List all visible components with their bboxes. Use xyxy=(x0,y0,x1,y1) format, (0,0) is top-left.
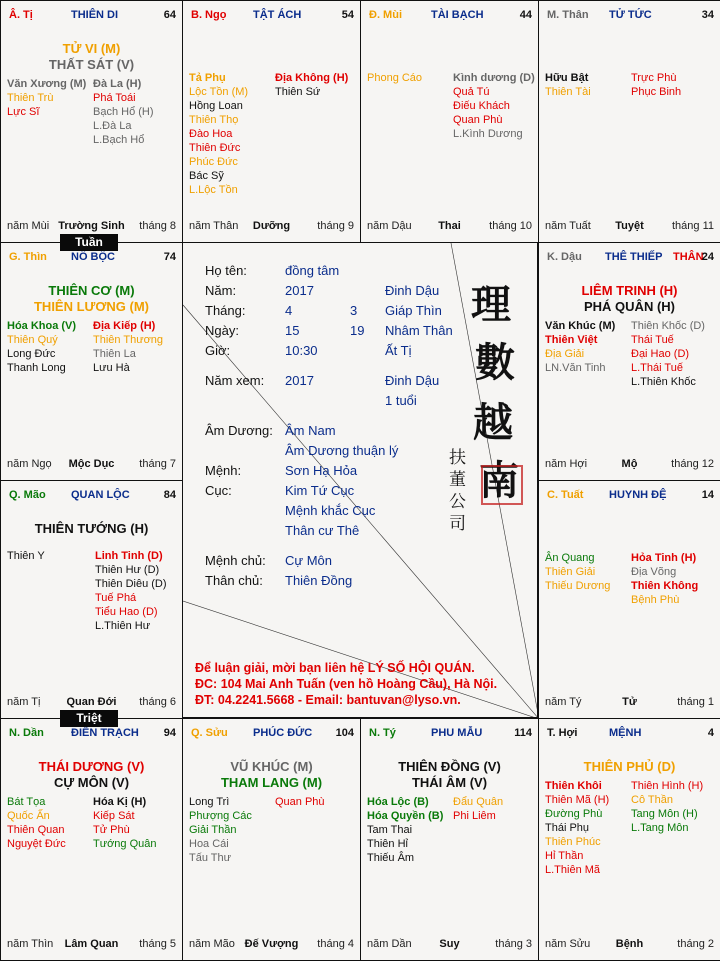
palace-footer xyxy=(7,458,176,472)
contact-line-3: ĐT: 04.2241.5668 - Email: bantuvan@lyso.vn. xyxy=(195,693,461,707)
main-star: THÁI DƯƠNG (V) xyxy=(38,759,145,774)
main-star: THIÊN ĐỒNG (V) xyxy=(398,759,501,774)
palace-header xyxy=(191,727,354,743)
minor-star: Văn Khúc (M) xyxy=(545,320,616,332)
minor-star: Thiên La xyxy=(93,348,136,360)
minor-stars-left xyxy=(7,77,86,119)
palace-month: tháng 8 xyxy=(139,220,176,232)
main-stars xyxy=(543,759,716,775)
minor-star: Quả Tú xyxy=(453,86,490,98)
minor-star: Hóa Lộc (B) xyxy=(367,796,429,808)
value-year: 2017 xyxy=(285,283,314,298)
label-day: Ngày: xyxy=(205,323,239,338)
palace-branch: Đ. Mùi xyxy=(369,9,402,21)
minor-stars-left xyxy=(7,549,45,563)
minor-stars-right xyxy=(95,549,167,633)
palace-age: 104 xyxy=(335,727,354,739)
palace-month: tháng 12 xyxy=(671,458,714,470)
minor-star: Đào Hoa xyxy=(189,128,233,140)
palace-branch: B. Ngọ xyxy=(191,9,227,21)
minor-stars-right xyxy=(93,795,157,851)
minor-stars-right xyxy=(93,319,163,375)
minor-star: Thiên Tài xyxy=(545,86,591,98)
value-day-lunar: 19 xyxy=(350,323,365,338)
palace-name: NÔ BỘC xyxy=(71,251,115,263)
palace-name: QUAN LỘC xyxy=(71,489,130,501)
palace-age: 4 xyxy=(707,727,714,739)
value-hour-can: Ất Tị xyxy=(385,343,412,358)
palace-footer xyxy=(367,220,532,234)
minor-star: Thiên Trù xyxy=(7,92,54,104)
palace-year: năm Thân xyxy=(189,220,239,232)
palace-branch: N. Dần xyxy=(9,727,44,739)
palace-thin[interactable] xyxy=(0,242,183,481)
palace-mui[interactable] xyxy=(360,0,539,243)
palace-footer xyxy=(189,938,354,952)
palace-month: tháng 3 xyxy=(495,938,532,950)
palace-year: năm Tị xyxy=(7,696,41,708)
value-month-can: Giáp Thìn xyxy=(385,303,442,318)
palace-month: tháng 4 xyxy=(317,938,354,950)
palace-stage: Bệnh xyxy=(615,938,644,950)
palace-year: năm Ngọ xyxy=(7,458,52,470)
minor-star: L.Thiên Khốc xyxy=(631,376,696,388)
palace-age: 54 xyxy=(341,9,354,21)
minor-star: L.Thái Tuế xyxy=(631,362,683,374)
main-star: THAM LANG (M) xyxy=(220,775,323,790)
minor-stars-right xyxy=(453,795,503,823)
palace-stage: Suy xyxy=(439,938,460,950)
palace-dau[interactable] xyxy=(538,242,720,481)
main-star: THIÊN TƯỚNG (H) xyxy=(34,521,149,536)
palace-footer xyxy=(367,938,532,952)
minor-star: LN.Văn Tinh xyxy=(545,362,606,374)
label-month: Tháng: xyxy=(205,303,246,318)
minor-star: Thiên Không xyxy=(631,580,699,592)
palace-month: tháng 11 xyxy=(671,220,714,232)
palace-branch: G. Thìn xyxy=(9,251,47,263)
main-stars xyxy=(5,283,178,315)
label-than-chu: Thân chủ: xyxy=(205,573,263,588)
palace-age: 44 xyxy=(519,9,532,21)
palace-dan[interactable] xyxy=(0,718,183,961)
palace-header xyxy=(9,727,176,743)
minor-stars-left xyxy=(189,71,248,197)
palace-name: TẬT ÁCH xyxy=(253,9,302,21)
minor-star: Đại Hao (D) xyxy=(631,348,690,360)
palace-stage: Tử xyxy=(622,696,637,708)
calligraphy-char-2: 數 xyxy=(475,339,515,386)
palace-footer xyxy=(545,220,714,234)
minor-star: Bát Tọa xyxy=(7,796,46,808)
minor-star: Thiếu Âm xyxy=(367,852,415,864)
value-day: 15 xyxy=(285,323,300,338)
palace-header xyxy=(369,727,532,743)
minor-star: Thiên Quan xyxy=(7,824,65,836)
palace-footer xyxy=(545,938,714,952)
palace-body-marker: THÂN xyxy=(673,251,704,263)
minor-star: Thiên Hỉ xyxy=(367,838,408,850)
minor-star: Quan Phù xyxy=(275,796,325,808)
minor-star: Thiên Hư (D) xyxy=(95,564,160,576)
minor-star: Hỏa Tinh (H) xyxy=(631,552,697,564)
palace-year: năm Thìn xyxy=(7,938,54,950)
value-month-lunar: 3 xyxy=(350,303,358,318)
palace-stage: Đế Vượng xyxy=(244,938,299,950)
palace-year: năm Dậu xyxy=(367,220,412,232)
minor-star: Hồng Loan xyxy=(189,100,243,112)
palace-header xyxy=(547,251,714,267)
minor-star: Hóa Kị (H) xyxy=(93,796,147,808)
minor-star: Địa Võng xyxy=(631,566,677,578)
main-stars xyxy=(543,283,716,315)
minor-star: Địa Không (H) xyxy=(275,72,349,84)
main-star: THÁI ÂM (V) xyxy=(411,775,488,790)
palace-name: PHU MẪU xyxy=(431,727,483,739)
palace-age: 24 xyxy=(701,251,714,263)
palace-ti[interactable] xyxy=(360,718,539,961)
palace-tuat[interactable] xyxy=(538,480,720,719)
palace-month: tháng 2 xyxy=(677,938,714,950)
minor-stars-left xyxy=(367,795,443,865)
palace-stage: Thai xyxy=(438,220,461,232)
main-stars xyxy=(5,521,178,537)
palace-year: năm Sửu xyxy=(545,938,591,950)
minor-star: Long Trì xyxy=(189,796,230,808)
palace-branch: C. Tuất xyxy=(547,489,584,501)
label-menh-chu: Mệnh chủ: xyxy=(205,553,266,568)
minor-stars-left xyxy=(545,779,609,877)
palace-footer xyxy=(189,220,354,234)
minor-star: Hóa Khoa (V) xyxy=(7,320,77,332)
palace-footer xyxy=(545,458,714,472)
minor-star: Địa Giải xyxy=(545,348,585,360)
palace-stage: Lâm Quan xyxy=(64,938,119,950)
main-star: THIÊN CƠ (M) xyxy=(48,283,135,298)
palace-header xyxy=(369,9,532,25)
minor-star: Tam Thai xyxy=(367,824,413,836)
minor-star: Thiên Phúc xyxy=(545,836,601,848)
minor-star: Phúc Đức xyxy=(189,156,238,168)
palace-name: THIÊN DI xyxy=(71,9,119,21)
value-cuc-2: Mệnh khắc Cục xyxy=(285,503,376,518)
palace-stage: Mộc Dục xyxy=(68,458,115,470)
main-stars xyxy=(5,759,178,791)
palace-age: 114 xyxy=(514,727,532,739)
minor-stars-left xyxy=(545,71,591,99)
minor-stars-left xyxy=(7,795,66,851)
palace-branch: T. Hợi xyxy=(547,727,578,739)
minor-star: Thanh Long xyxy=(7,362,66,374)
palace-age: 14 xyxy=(701,489,714,501)
palace-month: tháng 6 xyxy=(139,696,176,708)
minor-star: Thiên Đức xyxy=(189,142,241,154)
minor-star: Lưu Hà xyxy=(93,362,130,374)
label-view-year: Năm xem: xyxy=(205,373,265,388)
center-info-panel xyxy=(182,242,538,718)
palace-age: 94 xyxy=(163,727,176,739)
main-stars xyxy=(365,759,534,791)
minor-star: Hỉ Thần xyxy=(545,850,584,862)
minor-star: L.Thiên Mã xyxy=(545,864,601,876)
minor-stars-right xyxy=(275,795,325,809)
palace-branch: N. Tý xyxy=(369,727,396,739)
minor-star: Thiên Y xyxy=(7,550,45,562)
minor-star: Phi Liêm xyxy=(453,810,496,822)
value-than-chu: Thiên Đồng xyxy=(285,573,353,588)
main-star: LIÊM TRINH (H) xyxy=(581,283,678,298)
minor-star: Tả Phụ xyxy=(189,72,226,84)
minor-star: Đà La (H) xyxy=(93,78,142,90)
palace-age: 34 xyxy=(701,9,714,21)
minor-star: Trực Phù xyxy=(631,72,677,84)
palace-month: tháng 10 xyxy=(489,220,532,232)
minor-star: L.Tang Môn xyxy=(631,822,689,834)
calligraphy-char-4: 南 xyxy=(479,457,519,504)
minor-star: Hoa Cái xyxy=(189,838,229,850)
minor-star: Nguyệt Đức xyxy=(7,838,66,850)
palace-name: TÀI BẠCH xyxy=(431,9,484,21)
palace-header xyxy=(547,489,714,505)
minor-stars-left xyxy=(367,71,422,85)
minor-star: Đường Phù xyxy=(545,808,603,820)
value-menh-chu: Cự Môn xyxy=(285,553,332,568)
palace-branch: Q. Sửu xyxy=(191,727,228,739)
minor-star: Kiếp Sát xyxy=(93,810,135,822)
calligraphy-char-3: 越 xyxy=(473,399,513,446)
palace-month: tháng 7 xyxy=(139,458,176,470)
minor-star: Thiếu Dương xyxy=(545,580,611,592)
value-view-year: 2017 xyxy=(285,373,314,388)
minor-star: Thiên Thương xyxy=(93,334,164,346)
palace-branch: Â. Tị xyxy=(9,9,33,21)
palace-month: tháng 1 xyxy=(677,696,714,708)
main-star: THIÊN PHỦ (D) xyxy=(583,759,676,774)
palace-header xyxy=(547,727,714,743)
minor-star: Linh Tinh (D) xyxy=(95,550,163,562)
palace-hoi[interactable] xyxy=(538,718,720,961)
palace-month: tháng 5 xyxy=(139,938,176,950)
minor-star: Hóa Quyền (B) xyxy=(367,810,444,822)
label-amduong: Âm Dương: xyxy=(205,423,273,438)
minor-stars-right xyxy=(631,71,681,99)
main-stars xyxy=(5,41,178,73)
minor-star: Thiên Việt xyxy=(545,334,598,346)
minor-star: Tang Môn (H) xyxy=(631,808,698,820)
minor-star: Địa Kiếp (H) xyxy=(93,320,156,332)
minor-star: Tướng Quân xyxy=(93,838,157,850)
main-stars xyxy=(187,759,356,791)
minor-star: Quan Phù xyxy=(453,114,503,126)
minor-star: Bác Sỹ xyxy=(189,170,224,182)
minor-star: Long Đức xyxy=(7,348,56,360)
minor-star: Thiên Sứ xyxy=(275,86,321,98)
minor-stars-right xyxy=(631,779,703,835)
small-char-1: 扶 xyxy=(449,448,466,468)
minor-star: Tấu Thư xyxy=(189,852,232,864)
palace-name: THÊ THIẾP xyxy=(605,251,663,263)
value-cuc: Kim Tứ Cục xyxy=(285,483,355,498)
minor-stars-left xyxy=(7,319,76,375)
minor-star: L.Lộc Tồn xyxy=(189,184,238,196)
minor-star: Ân Quang xyxy=(545,552,595,564)
minor-star: Thiên Thọ xyxy=(189,114,239,126)
contact-line-1: Để luận giải, mời bạn liên hệ LÝ SỐ HỘI QUÁN. xyxy=(195,661,475,675)
palace-stage: Tuyệt xyxy=(615,220,644,232)
small-char-4: 司 xyxy=(449,514,466,534)
minor-stars-right xyxy=(631,551,698,607)
palace-ngo[interactable] xyxy=(182,0,361,243)
palace-stage: Trường Sinh xyxy=(58,220,125,232)
minor-star: Phong Cáo xyxy=(367,72,423,84)
value-amduong: Âm Nam xyxy=(285,423,336,438)
minor-star: L.Đà La xyxy=(93,120,132,132)
palace-name: MỆNH xyxy=(609,727,642,739)
palace-year: năm Dần xyxy=(367,938,412,950)
palace-header xyxy=(9,251,176,267)
palace-footer xyxy=(7,938,176,952)
minor-stars-left xyxy=(545,319,615,375)
minor-star: Tiểu Hao (D) xyxy=(95,606,158,618)
value-view-year-can: Đinh Dậu xyxy=(385,373,440,388)
minor-star: Thiên Quý xyxy=(7,334,58,346)
palace-age: 74 xyxy=(163,251,176,263)
palace-year: năm Hợi xyxy=(545,458,588,470)
palace-age: 64 xyxy=(163,9,176,21)
minor-star: L.Thiên Hư xyxy=(95,620,151,632)
palace-header xyxy=(9,489,176,505)
main-star: TỬ VI (M) xyxy=(62,41,121,56)
tuan-marker: Tuần xyxy=(60,234,118,251)
minor-stars-left xyxy=(189,795,252,865)
palace-year: năm Mùi xyxy=(7,220,50,232)
main-star: CỰ MÔN (V) xyxy=(53,775,130,790)
minor-star: Bệnh Phù xyxy=(631,594,680,606)
palace-year: năm Tý xyxy=(545,696,582,708)
minor-star: Văn Xương (M) xyxy=(7,78,87,90)
minor-star: Cô Thần xyxy=(631,794,673,806)
palace-footer xyxy=(545,696,714,710)
palace-branch: M. Thân xyxy=(547,9,589,21)
palace-name: TỬ TỨC xyxy=(609,9,652,21)
minor-star: Thái Phụ xyxy=(545,822,590,834)
palace-age: 84 xyxy=(163,489,176,501)
main-star: THIÊN LƯƠNG (M) xyxy=(33,299,150,314)
palace-header xyxy=(191,9,354,25)
minor-star: Thiên Khốc (D) xyxy=(631,320,705,332)
palace-header xyxy=(9,9,176,25)
value-year-can: Đinh Dậu xyxy=(385,283,440,298)
label-menh: Mệnh: xyxy=(205,463,242,478)
minor-star: Thiên Khôi xyxy=(545,780,602,792)
small-char-3: 公 xyxy=(449,492,466,512)
palace-year: năm Mão xyxy=(189,938,235,950)
value-amduong-2: Âm Dương thuận lý xyxy=(285,443,399,458)
value-age: 1 tuổi xyxy=(385,393,417,408)
minor-star: Giải Thần xyxy=(189,824,237,836)
palace-than[interactable] xyxy=(538,0,720,243)
minor-star: Thiên Mã (H) xyxy=(545,794,610,806)
minor-star: Thiên Hình (H) xyxy=(631,780,704,792)
palace-footer xyxy=(7,696,176,710)
palace-branch: K. Dậu xyxy=(547,251,582,263)
palace-branch: Q. Mão xyxy=(9,489,46,501)
minor-stars-right xyxy=(275,71,348,99)
label-cuc: Cục: xyxy=(205,483,232,498)
minor-star: Điếu Khách xyxy=(453,100,510,112)
minor-star: Hữu Bật xyxy=(545,72,589,84)
value-menh: Sơn Hạ Hỏa xyxy=(285,463,358,478)
value-month: 4 xyxy=(285,303,293,318)
contact-line-2: ĐC: 104 Mai Anh Tuấn (ven hồ Hoàng Cầu), Hà Nội. xyxy=(195,677,498,691)
value-day-can: Nhâm Thân xyxy=(385,323,453,338)
minor-star: Lực Sĩ xyxy=(7,106,40,118)
minor-star: Lộc Tồn (M) xyxy=(189,86,249,98)
palace-name: HUYNH ĐỆ xyxy=(609,489,667,501)
main-star: PHÁ QUÂN (H) xyxy=(584,299,675,314)
palace-name: ĐIỀN TRẠCH xyxy=(71,727,139,739)
minor-stars-right xyxy=(93,77,154,147)
minor-stars-right xyxy=(453,71,535,141)
value-hour: 10:30 xyxy=(285,343,318,358)
palace-year: năm Tuất xyxy=(545,220,591,232)
minor-star: Kình dương (D) xyxy=(453,72,535,84)
minor-star: Phượng Các xyxy=(189,810,252,822)
minor-star: Phục Binh xyxy=(631,86,682,98)
minor-star: Đẩu Quân xyxy=(453,796,504,808)
minor-star: Thiên Giải xyxy=(545,566,596,578)
palace-header xyxy=(547,9,714,25)
minor-star: Thái Tuế xyxy=(631,334,674,346)
minor-star: Bạch Hổ (H) xyxy=(93,106,154,118)
palace-name: PHÚC ĐỨC xyxy=(253,727,313,739)
palace-month: tháng 9 xyxy=(317,220,354,232)
red-seal xyxy=(481,465,523,505)
palace-mao[interactable] xyxy=(0,480,183,719)
minor-star: Phá Toái xyxy=(93,92,136,104)
minor-stars-right xyxy=(631,319,705,389)
minor-stars-left xyxy=(545,551,610,593)
calligraphy-char-1: 理 xyxy=(471,281,511,328)
palace-suu[interactable] xyxy=(182,718,361,961)
small-char-2: 董 xyxy=(449,470,466,490)
palace-footer xyxy=(7,220,176,234)
triet-marker: Triệt xyxy=(60,710,118,727)
minor-star: L.Kình Dương xyxy=(453,128,523,140)
palace-stage: Dưỡng xyxy=(252,220,291,232)
palace-stage: Mộ xyxy=(621,458,638,470)
palace-stage: Quan Đới xyxy=(66,696,117,708)
minor-star: Tuế Phá xyxy=(95,592,137,604)
label-year: Năm: xyxy=(205,283,237,298)
minor-star: Tử Phù xyxy=(93,824,130,836)
value-name: đồng tâm xyxy=(285,263,340,278)
minor-star: Thiên Diêu (D) xyxy=(95,578,167,590)
label-name: Họ tên: xyxy=(205,263,247,278)
value-than: Thân cư Thê xyxy=(285,523,360,538)
main-star: VŨ KHÚC (M) xyxy=(230,759,313,774)
label-hour: Giờ: xyxy=(205,343,231,358)
minor-star: Quốc Ấn xyxy=(7,810,50,822)
minor-star: L.Bạch Hổ xyxy=(93,134,145,146)
palace-ty[interactable] xyxy=(0,0,183,243)
main-star: THẤT SÁT (V) xyxy=(48,57,135,72)
